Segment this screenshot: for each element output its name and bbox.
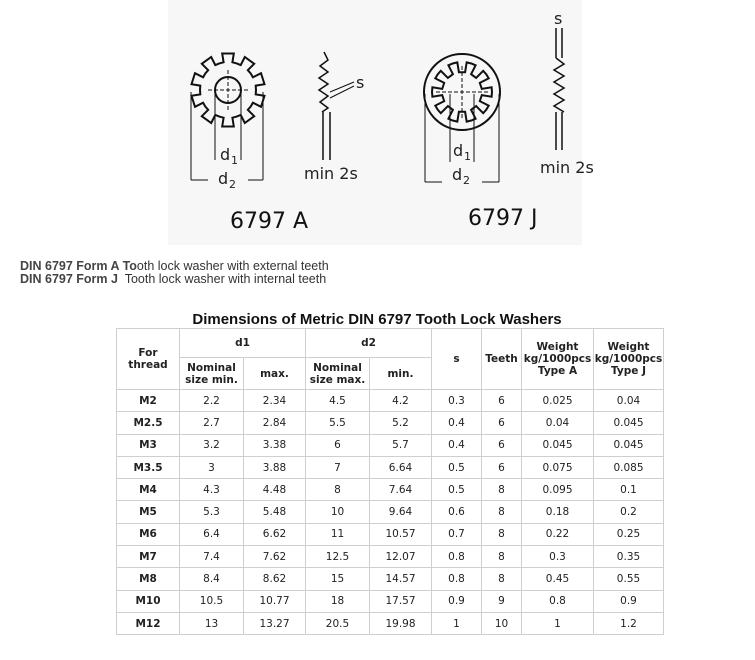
value-cell: 0.8: [522, 590, 594, 612]
value-cell: 5.5: [306, 412, 370, 434]
table-row: [117, 612, 664, 634]
value-cell: 0.4: [432, 412, 482, 434]
form-a-side-view: [319, 52, 354, 160]
value-cell: 8: [482, 523, 522, 545]
table-row: [117, 523, 664, 545]
table-row: [117, 546, 664, 568]
value-cell: 6.4: [180, 523, 244, 545]
thread-cell: M8: [117, 568, 180, 590]
value-cell: 0.4: [432, 434, 482, 456]
value-cell: 2.84: [244, 412, 306, 434]
value-cell: 10.5: [180, 590, 244, 612]
value-cell: 0.04: [522, 412, 594, 434]
value-cell: 10.77: [244, 590, 306, 612]
value-cell: 7.4: [180, 546, 244, 568]
value-cell: 4.3: [180, 479, 244, 501]
washer-drawing: [168, 0, 594, 245]
value-cell: 6: [482, 456, 522, 478]
value-cell: 0.9: [432, 590, 482, 612]
value-cell: 0.9: [594, 590, 664, 612]
value-cell: 12.5: [306, 546, 370, 568]
table-row: [117, 479, 664, 501]
header-for-thread: For thread: [117, 329, 180, 390]
value-cell: 19.98: [370, 612, 432, 634]
table-title: Dimensions of Metric DIN 6797 Tooth Lock Washers: [192, 311, 562, 328]
value-cell: 5.7: [370, 434, 432, 456]
value-cell: 8: [482, 568, 522, 590]
form-j-description: DIN 6797 Form J Tooth lock washer with internal teeth: [20, 272, 327, 286]
thread-cell: M5: [117, 501, 180, 523]
form-j-side-view: [554, 28, 564, 150]
value-cell: 0.2: [594, 501, 664, 523]
header-min: min.: [370, 358, 432, 390]
thread-cell: M4: [117, 479, 180, 501]
thread-cell: M10: [117, 590, 180, 612]
dimensions-table: [116, 328, 664, 635]
header-weight-a: Weight kg/1000pcs Type A: [522, 329, 594, 390]
value-cell: 0.6: [432, 501, 482, 523]
value-cell: 0.18: [522, 501, 594, 523]
header-d1: d1: [180, 329, 306, 358]
value-cell: 8: [482, 546, 522, 568]
value-cell: 3.2: [180, 434, 244, 456]
value-cell: 2.7: [180, 412, 244, 434]
value-cell: 4.2: [370, 390, 432, 412]
value-cell: 1.2: [594, 612, 664, 634]
form-j-label: 6797 J: [468, 206, 538, 231]
header-teeth: Teeth: [482, 329, 522, 390]
value-cell: 0.045: [594, 434, 664, 456]
value-cell: 0.25: [594, 523, 664, 545]
thread-cell: M7: [117, 546, 180, 568]
table-row: [117, 434, 664, 456]
value-cell: 6: [306, 434, 370, 456]
table-row: [117, 590, 664, 612]
header-weight-j: Weight kg/1000pcs Type J: [594, 329, 664, 390]
value-cell: 10: [482, 612, 522, 634]
value-cell: 0.55: [594, 568, 664, 590]
value-cell: 8.4: [180, 568, 244, 590]
header-s: s: [432, 329, 482, 390]
value-cell: 1: [432, 612, 482, 634]
table-row: [117, 501, 664, 523]
value-cell: 20.5: [306, 612, 370, 634]
form-a-description: DIN 6797 Form A Tooth lock washer with external teeth: [20, 259, 329, 273]
value-cell: 0.8: [432, 546, 482, 568]
value-cell: 17.57: [370, 590, 432, 612]
value-cell: 18: [306, 590, 370, 612]
value-cell: 0.5: [432, 479, 482, 501]
value-cell: 6.64: [370, 456, 432, 478]
value-cell: 0.04: [594, 390, 664, 412]
value-cell: 3.88: [244, 456, 306, 478]
table-body: [117, 390, 664, 635]
form-a-d1-label: d: [220, 145, 231, 164]
value-cell: 0.045: [594, 412, 664, 434]
value-cell: 6: [482, 390, 522, 412]
form-a-min-label: min 2s: [304, 164, 358, 183]
form-descriptions: [20, 260, 329, 286]
value-cell: 1: [522, 612, 594, 634]
value-cell: 6: [482, 412, 522, 434]
table-row: [117, 390, 664, 412]
value-cell: 0.45: [522, 568, 594, 590]
value-cell: 0.085: [594, 456, 664, 478]
value-cell: 0.22: [522, 523, 594, 545]
thread-cell: M2.5: [117, 412, 180, 434]
value-cell: 0.095: [522, 479, 594, 501]
value-cell: 0.045: [522, 434, 594, 456]
value-cell: 4.48: [244, 479, 306, 501]
value-cell: 10.57: [370, 523, 432, 545]
value-cell: 3: [180, 456, 244, 478]
header-max: max.: [244, 358, 306, 390]
value-cell: 5.48: [244, 501, 306, 523]
form-j-d2-label: d: [452, 165, 463, 184]
form-j-front-view: [424, 54, 500, 182]
form-a-s-label: s: [356, 73, 365, 92]
thread-cell: M3.5: [117, 456, 180, 478]
form-j-s-label: s: [554, 9, 563, 28]
thread-cell: M2: [117, 390, 180, 412]
value-cell: 0.075: [522, 456, 594, 478]
form-j-d1-sub: 1: [464, 150, 471, 163]
value-cell: 5.2: [370, 412, 432, 434]
value-cell: 0.1: [594, 479, 664, 501]
thread-cell: M3: [117, 434, 180, 456]
value-cell: 9.64: [370, 501, 432, 523]
value-cell: 3.38: [244, 434, 306, 456]
value-cell: 0.7: [432, 523, 482, 545]
form-j-min-label: min 2s: [540, 158, 594, 177]
value-cell: 10: [306, 501, 370, 523]
value-cell: 13: [180, 612, 244, 634]
value-cell: 8: [306, 479, 370, 501]
value-cell: 8: [482, 501, 522, 523]
thread-cell: M12: [117, 612, 180, 634]
table-row: [117, 456, 664, 478]
value-cell: 0.35: [594, 546, 664, 568]
value-cell: 0.5: [432, 456, 482, 478]
table-row: [117, 412, 664, 434]
value-cell: 6.62: [244, 523, 306, 545]
value-cell: 8.62: [244, 568, 306, 590]
value-cell: 5.3: [180, 501, 244, 523]
value-cell: 7: [306, 456, 370, 478]
form-a-label: 6797 A: [230, 209, 309, 234]
form-a-d2-label: d: [218, 169, 229, 188]
table-row: [117, 568, 664, 590]
value-cell: 7.64: [370, 479, 432, 501]
form-a-d1-sub: 1: [231, 154, 238, 167]
value-cell: 9: [482, 590, 522, 612]
value-cell: 11: [306, 523, 370, 545]
value-cell: 12.07: [370, 546, 432, 568]
value-cell: 2.2: [180, 390, 244, 412]
form-a-d2-sub: 2: [229, 178, 236, 191]
value-cell: 6: [482, 434, 522, 456]
value-cell: 0.8: [432, 568, 482, 590]
header-nominal-size-min: Nominal size min.: [180, 358, 244, 390]
form-j-d2-sub: 2: [463, 174, 470, 187]
thread-cell: M6: [117, 523, 180, 545]
form-j-d1-label: d: [453, 141, 464, 160]
value-cell: 14.57: [370, 568, 432, 590]
value-cell: 13.27: [244, 612, 306, 634]
header-d2: d2: [306, 329, 432, 358]
value-cell: 0.3: [522, 546, 594, 568]
header-nominal-size-max: Nominal size max.: [306, 358, 370, 390]
value-cell: 0.025: [522, 390, 594, 412]
value-cell: 8: [482, 479, 522, 501]
value-cell: 15: [306, 568, 370, 590]
value-cell: 0.3: [432, 390, 482, 412]
value-cell: 4.5: [306, 390, 370, 412]
value-cell: 7.62: [244, 546, 306, 568]
value-cell: 2.34: [244, 390, 306, 412]
